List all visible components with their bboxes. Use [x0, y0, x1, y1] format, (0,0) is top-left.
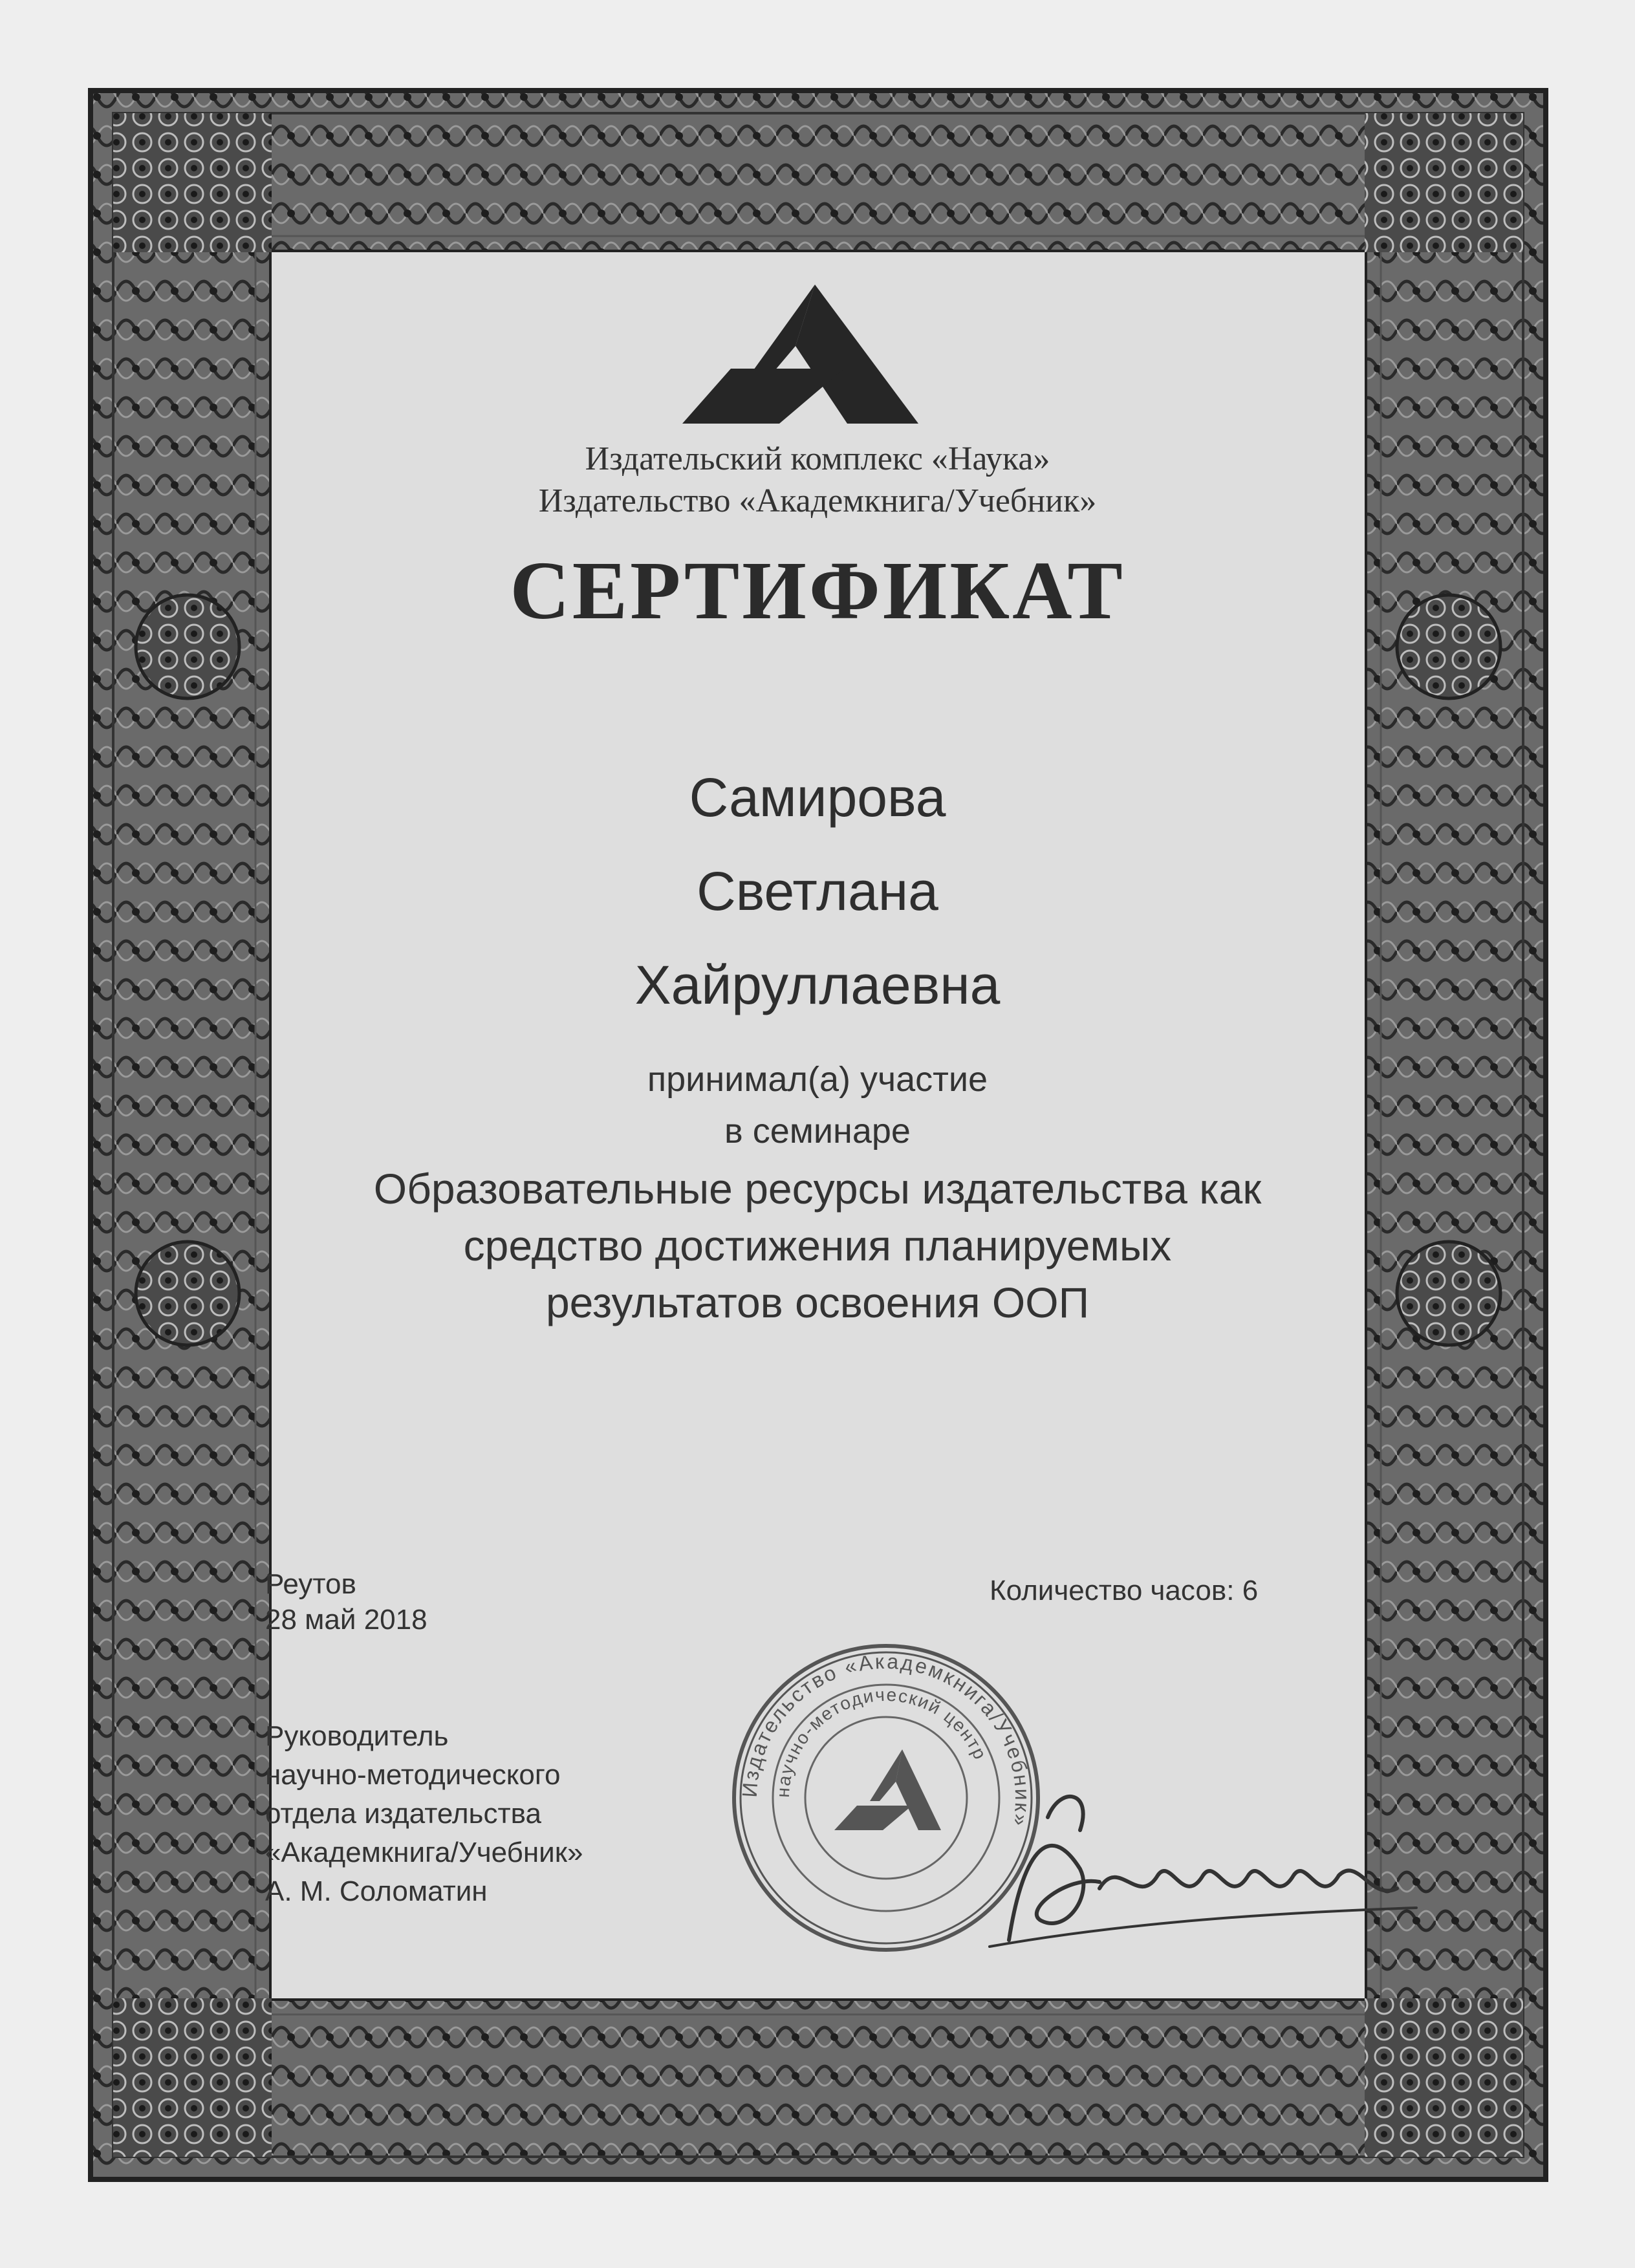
place: Реутов [265, 1568, 356, 1600]
seminar-label: в семинаре [724, 1112, 911, 1150]
seminar-title-line-1: Образовательные ресурсы издательства как [373, 1165, 1262, 1213]
signatory-line-3: отдела издательства [265, 1798, 541, 1830]
publisher-logo [682, 285, 918, 424]
certificate-title: СЕРТИФИКАТ [510, 545, 1125, 636]
seminar-title-line-2: средство достижения планируемых [463, 1222, 1172, 1269]
signatory-line-4: «Академкнига/Учебник» [265, 1837, 583, 1868]
date: 28 май 2018 [265, 1604, 428, 1636]
recipient-surname: Самирова [689, 767, 946, 828]
publisher-line-1: Издательский комплекс «Наука» [585, 440, 1050, 477]
recipient-patronymic: Хайруллаевна [634, 955, 1001, 1015]
seminar-title-line-3: результатов освоения ООП [545, 1279, 1090, 1326]
publisher-line-2: Издательство «Академкнига/Учебник» [538, 482, 1097, 519]
participation-text: принимал(а) участие [647, 1060, 988, 1099]
hours-count: Количество часов: 6 [990, 1575, 1259, 1606]
signatory-name: А. М. Соломатин [265, 1875, 488, 1907]
svg-text:научно-методический центр: научно-методический центр [772, 1684, 991, 1798]
svg-text:Издательство «Академкнига/Учеб: Издательство «Академкнига/Учебник» [737, 1649, 1035, 1830]
signatory-line-1: Руководитель [265, 1720, 449, 1752]
recipient-first-name: Светлана [697, 861, 938, 922]
signatory-line-2: научно-методического [265, 1759, 561, 1791]
handwritten-signature [970, 1778, 1423, 1985]
